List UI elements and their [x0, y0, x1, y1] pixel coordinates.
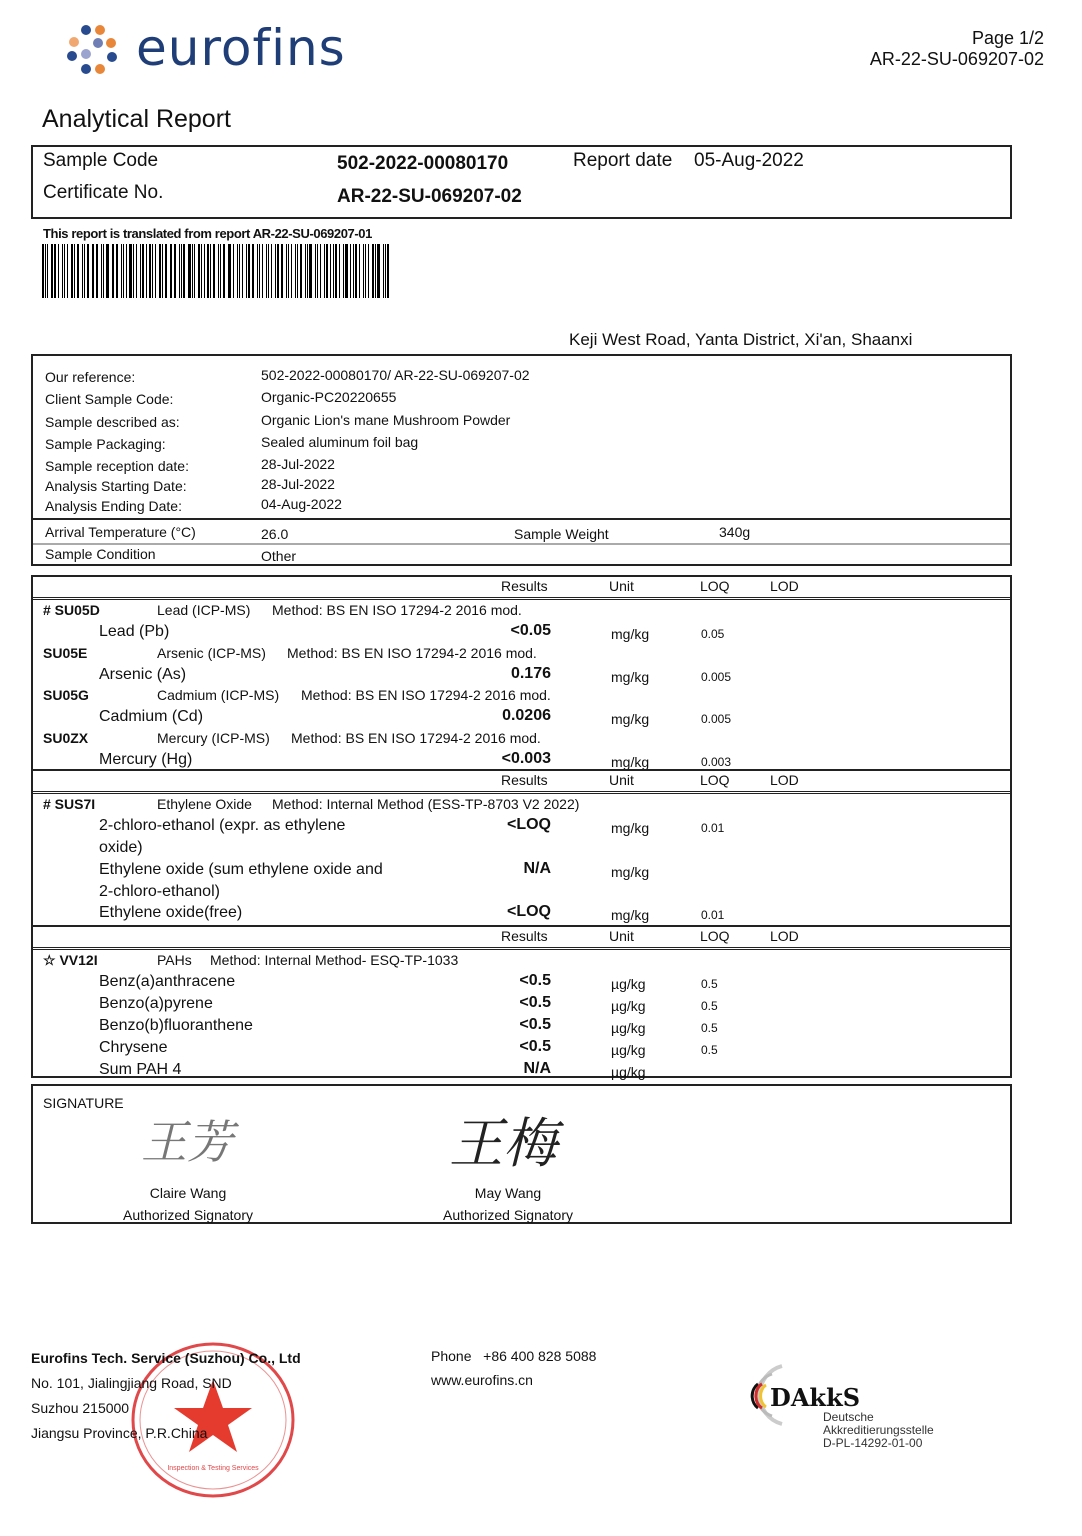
- barcode-bar: [213, 244, 215, 298]
- arrival-temp-label: Arrival Temperature (°C): [45, 524, 196, 540]
- info-label: Our reference:: [45, 369, 136, 385]
- barcode-bar: [218, 244, 219, 298]
- barcode-bar: [305, 244, 306, 298]
- analyte-loq: 0.005: [701, 712, 732, 726]
- analyte-name: Cadmium (Cd): [99, 708, 204, 725]
- barcode-bar: [355, 244, 357, 298]
- barcode-bar: [297, 244, 298, 298]
- column-header-results: Results: [501, 578, 548, 594]
- barcode-bar: [229, 244, 231, 298]
- analyte-unit: µg/kg: [611, 976, 646, 992]
- barcode-bar: [207, 244, 209, 298]
- analyte-name-cont: 2-chloro-ethanol): [99, 883, 220, 900]
- barcode-bar: [45, 244, 46, 298]
- barcode-bar: [377, 244, 379, 298]
- analyte-unit: mg/kg: [611, 626, 650, 642]
- stamp-text: Inspection & Testing Services: [167, 1465, 259, 1472]
- barcode-bar: [275, 244, 276, 298]
- barcode-bar: [77, 244, 79, 298]
- analyte-result: <0.5: [519, 972, 551, 989]
- info-value: 28-Jul-2022: [261, 456, 335, 472]
- info-value: 28-Jul-2022: [261, 476, 335, 492]
- info-value: Organic-PC20220655: [261, 389, 397, 405]
- analyte-unit: µg/kg: [611, 1064, 646, 1080]
- analyte-name-cont: oxide): [99, 839, 143, 856]
- accreditation-line: Akkreditierungsstelle: [823, 1423, 934, 1437]
- barcode-bar: [333, 244, 334, 298]
- signatory-name: Claire Wang: [149, 1185, 227, 1201]
- barcode-bar: [359, 244, 360, 298]
- address-line: Suzhou 215000: [31, 1400, 130, 1416]
- analyte-result: 0.0206: [502, 707, 551, 724]
- barcode-bar: [271, 244, 273, 298]
- analyte-unit: mg/kg: [611, 711, 650, 727]
- barcode-bar: [106, 244, 108, 298]
- info-label: Client Sample Code:: [45, 391, 174, 407]
- test-code: # SUS7I: [43, 796, 96, 812]
- analyte-name: Benz(a)anthracene: [99, 973, 236, 990]
- contact-block: [431, 1344, 596, 1392]
- barcode-bar: [179, 244, 180, 298]
- eurofins-logo-icon: [66, 24, 126, 80]
- analyte-result: N/A: [523, 860, 551, 877]
- results-box: [31, 575, 1012, 1078]
- info-label: Analysis Ending Date:: [45, 498, 182, 514]
- accreditation-number: D-PL-14292-01-00: [823, 1436, 923, 1450]
- barcode-bar: [268, 244, 269, 298]
- barcode-bar: [123, 244, 124, 298]
- phone-number: +86 400 828 5088: [483, 1348, 597, 1364]
- analyte-loq: 0.5: [701, 999, 718, 1013]
- summary-box: [31, 145, 1012, 219]
- sample-code-value: 502-2022-00080170: [337, 153, 509, 174]
- barcode-bar: [87, 244, 89, 298]
- analyte-name: Benzo(a)pyrene: [99, 995, 213, 1012]
- test-method: Method: Internal Method- ESQ-TP-1033: [210, 952, 459, 968]
- analyte-loq: 0.003: [701, 754, 732, 769]
- test-code: SU05E: [43, 644, 88, 661]
- sample-weight-label: Sample Weight: [514, 526, 609, 542]
- info-value: Sealed aluminum foil bag: [261, 434, 419, 450]
- test-code: # SU05D: [43, 602, 100, 618]
- barcode-bar: [171, 244, 172, 298]
- test-method: Method: BS EN ISO 17294-2 2016 mod.: [301, 687, 551, 703]
- analyte-name: Chrysene: [99, 1039, 168, 1056]
- analyte-name: Benzo(b)fluoranthene: [99, 1017, 253, 1034]
- report-number: AR-22-SU-069207-02: [869, 49, 1044, 69]
- analyte-result: <0.05: [510, 622, 551, 639]
- signature-may-wang: 王梅: [449, 1112, 557, 1175]
- analyte-loq: 0.5: [701, 1021, 718, 1035]
- analyte-name: Mercury (Hg): [99, 750, 193, 768]
- barcode-bar: [345, 244, 347, 298]
- barcode-bar: [339, 244, 341, 298]
- analyte-result: <LOQ: [506, 903, 551, 920]
- barcode-bar: [133, 244, 135, 298]
- barcode-bar: [335, 244, 337, 298]
- barcode-bar: [309, 244, 311, 298]
- barcode-bar: [113, 244, 114, 298]
- address-line: Jiangsu Province, P.R.China: [31, 1425, 208, 1441]
- info-value: 502-2022-00080170/ AR-22-SU-069207-02: [261, 367, 530, 383]
- dakks-logo: DAkkS: [770, 1383, 861, 1412]
- analyte-unit: µg/kg: [611, 1042, 646, 1058]
- barcode-bar: [112, 244, 113, 298]
- barcode-bar: [188, 244, 190, 298]
- barcode-bar: [237, 244, 238, 298]
- test-name: PAHs: [157, 952, 192, 968]
- test-name: Ethylene Oxide: [157, 796, 252, 812]
- info-label: Sample reception date:: [45, 458, 189, 474]
- company-name: Eurofins Tech. Service (Suzhou) Co., Ltd: [31, 1350, 301, 1366]
- info-label: Sample Packaging:: [45, 436, 166, 452]
- info-label: Analysis Starting Date:: [45, 478, 187, 494]
- translation-note: This report is translated from report AR-22-SU-069207-01: [43, 226, 372, 241]
- barcode-bar: [233, 244, 234, 298]
- barcode-bar: [228, 244, 229, 298]
- barcode-bar: [194, 244, 195, 298]
- sample-info-box: [31, 354, 1012, 566]
- barcode-bar: [204, 244, 205, 298]
- barcode-bar: [183, 244, 185, 298]
- barcode-bar: [257, 244, 258, 298]
- barcode-bar: [174, 244, 176, 298]
- barcode-bar: [300, 244, 302, 298]
- analyte-loq: 0.5: [701, 1043, 718, 1057]
- barcode-bar: [223, 244, 225, 298]
- barcode-bar: [353, 244, 354, 298]
- arrival-temp-value: 26.0: [261, 526, 289, 542]
- section-divider: [33, 925, 1010, 927]
- signature-heading: SIGNATURE: [43, 1095, 124, 1111]
- column-header-loq: LOQ: [700, 578, 730, 594]
- sample-weight-value: 340g: [719, 524, 751, 540]
- barcode-bar: [326, 244, 328, 298]
- report-date-label: Report date: [573, 150, 673, 171]
- accreditation-text: [823, 1411, 934, 1450]
- barcode-bar: [210, 244, 211, 298]
- column-header-results: Results: [501, 772, 548, 788]
- analyte-loq: 0.01: [701, 908, 725, 922]
- signatory-role: Authorized Signatory: [443, 1207, 573, 1223]
- barcode-bar: [320, 244, 321, 298]
- barcode-bar: [385, 244, 386, 298]
- barcode-bar: [121, 244, 122, 298]
- test-name: Lead (ICP-MS): [157, 602, 251, 618]
- barcode-bar: [220, 244, 221, 298]
- barcode-bar: [262, 244, 264, 298]
- analyte-result: 0.176: [510, 664, 551, 682]
- barcode-bar: [252, 244, 254, 298]
- barcode-bar: [71, 244, 73, 298]
- test-name: Cadmium (ICP-MS): [157, 687, 280, 703]
- page-header: [870, 28, 1044, 70]
- sample-condition-label: Sample Condition: [45, 546, 156, 562]
- test-code: SU05G: [43, 687, 89, 703]
- column-header-unit: Unit: [609, 578, 634, 594]
- barcode-bar: [307, 244, 308, 298]
- barcode-bar: [58, 244, 59, 298]
- analyte-unit: µg/kg: [611, 1020, 646, 1036]
- barcode-bar: [239, 244, 241, 298]
- test-method: Method: BS EN ISO 17294-2 2016 mod.: [291, 729, 541, 746]
- analyte-result: <0.5: [519, 994, 551, 1011]
- test-method: Method: Internal Method (ESS-TP-8703 V2 2022): [272, 796, 580, 812]
- barcode-bar: [368, 244, 369, 298]
- section-divider: [33, 597, 1010, 600]
- analyte-name: Arsenic (As): [99, 665, 187, 683]
- barcode-bar: [365, 244, 366, 298]
- eurofins-wordmark: eurofins: [136, 19, 346, 77]
- barcode-bar: [142, 244, 144, 298]
- sample-code-label: Sample Code: [43, 150, 159, 171]
- analyte-loq: 0.5: [701, 977, 718, 991]
- barcode-bar: [259, 244, 260, 298]
- company-address-block: [31, 1346, 301, 1446]
- barcode-bar: [116, 244, 118, 298]
- info-value: 04-Aug-2022: [261, 496, 342, 512]
- analyte-name: Lead (Pb): [99, 623, 170, 640]
- barcode-bar: [266, 244, 267, 298]
- info-label: Sample described as:: [45, 414, 180, 430]
- barcode-bar: [363, 244, 365, 298]
- barcode-bar: [92, 244, 93, 298]
- signatory-2: [423, 1182, 593, 1226]
- section-divider: [33, 769, 1010, 771]
- barcode-bar: [343, 244, 344, 298]
- barcode-bar: [181, 244, 182, 298]
- section-divider: [33, 791, 1010, 794]
- barcode-bar: [155, 244, 156, 298]
- barcode-bar: [136, 244, 137, 298]
- barcode-bar: [159, 244, 161, 298]
- barcode-bar: [165, 244, 167, 298]
- test-method: Method: BS EN ISO 17294-2 2016 mod.: [287, 644, 537, 661]
- column-header-results: Results: [501, 928, 548, 944]
- column-header-unit: Unit: [609, 928, 634, 944]
- barcode-bar: [315, 244, 316, 298]
- test-name: Mercury (ICP-MS): [157, 729, 270, 746]
- barcode-bar: [82, 244, 83, 298]
- test-code: ☆ VV12I: [43, 952, 98, 968]
- test-name: Arsenic (ICP-MS): [157, 644, 266, 661]
- test-method: Method: BS EN ISO 17294-2 2016 mod.: [272, 602, 522, 618]
- barcode-bar: [103, 244, 104, 298]
- analyte-result: <0.5: [519, 1016, 551, 1033]
- barcode-bar: [291, 244, 292, 298]
- barcode-bar: [350, 244, 351, 298]
- barcode-bar: [286, 244, 287, 298]
- analyte-name: 2-chloro-ethanol (expr. as ethylene: [99, 817, 346, 834]
- barcode-bar: [375, 244, 376, 298]
- analyte-loq: 0.05: [701, 627, 725, 641]
- barcode-bar: [54, 244, 56, 298]
- barcode-bar: [152, 244, 153, 298]
- test-code: SU0ZX: [43, 729, 89, 746]
- barcode-bar: [198, 244, 200, 298]
- barcode-bar: [162, 244, 163, 298]
- barcode-bar: [246, 244, 247, 298]
- barcode-bar: [387, 244, 389, 298]
- signatory-1: [103, 1182, 273, 1226]
- analyte-result: N/A: [523, 1060, 551, 1077]
- barcode-bar: [330, 244, 331, 298]
- analyte-unit: mg/kg: [611, 753, 650, 770]
- analyte-loq: 0.01: [701, 821, 725, 835]
- barcode-bar: [242, 244, 243, 298]
- barcode-bar: [93, 244, 94, 298]
- sample-condition-value: Other: [261, 548, 297, 564]
- section-divider: [33, 947, 1010, 950]
- barcode-bar: [84, 244, 85, 298]
- barcode-bar: [201, 244, 202, 298]
- barcode-bar: [101, 244, 103, 298]
- signature-box: [31, 1084, 1012, 1224]
- barcode-bar: [170, 244, 171, 298]
- barcode-bar: [146, 244, 147, 298]
- analyte-loq: 0.005: [701, 669, 732, 684]
- barcode-bar: [74, 244, 75, 298]
- barcode-bar: [47, 244, 48, 298]
- column-header-loq: LOQ: [700, 928, 730, 944]
- column-header-loq: LOQ: [700, 772, 730, 788]
- barcode-bar: [281, 244, 283, 298]
- analyte-result: <0.5: [519, 1038, 551, 1055]
- client-address: Keji West Road, Yanta District, Xi'an, Shaanxi: [569, 330, 913, 349]
- website-link[interactable]: www.eurofins.cn: [431, 1372, 533, 1388]
- analyte-unit: µg/kg: [611, 998, 646, 1014]
- page-title: Analytical Report: [42, 105, 231, 133]
- report-date-value: 05-Aug-2022: [694, 150, 804, 171]
- barcode-bar: [64, 244, 65, 298]
- barcode-bar: [149, 244, 151, 298]
- phone-label: Phone: [431, 1348, 472, 1364]
- certificate-label: Certificate No.: [43, 182, 164, 203]
- analyte-result: <LOQ: [506, 816, 551, 833]
- analyte-unit: mg/kg: [611, 864, 650, 880]
- barcode-bar: [42, 244, 44, 298]
- analyte-unit: mg/kg: [611, 820, 650, 836]
- barcode-bar: [67, 244, 69, 298]
- barcode-bar: [140, 244, 141, 298]
- address-line: No. 101, Jialingjiang Road, SND: [31, 1375, 232, 1391]
- signature-claire-wang: 王芳: [141, 1115, 233, 1169]
- barcode-bar: [288, 244, 289, 298]
- barcode: [42, 244, 392, 298]
- analyte-result: <0.003: [501, 749, 551, 767]
- analyte-unit: mg/kg: [611, 907, 650, 923]
- page-number: Page 1/2: [971, 28, 1044, 48]
- accreditation-line: Deutsche: [823, 1410, 874, 1424]
- barcode-bar: [96, 244, 98, 298]
- barcode-bar: [372, 244, 374, 298]
- analyte-name: Sum PAH 4: [99, 1061, 182, 1078]
- signatory-name: May Wang: [474, 1185, 542, 1201]
- analyte-name: Ethylene oxide (sum ethylene oxide and: [99, 861, 383, 878]
- barcode-bar: [192, 244, 193, 298]
- barcode-bar: [248, 244, 250, 298]
- column-header-lod: LOD: [770, 772, 799, 788]
- barcode-bar: [324, 244, 325, 298]
- barcode-bar: [62, 244, 63, 298]
- analyte-unit: mg/kg: [611, 668, 650, 685]
- column-header-lod: LOD: [770, 928, 799, 944]
- certificate-value: AR-22-SU-069207-02: [337, 186, 522, 207]
- barcode-bar: [317, 244, 319, 298]
- column-header-lod: LOD: [770, 578, 799, 594]
- barcode-bar: [126, 244, 127, 298]
- signatory-role: Authorized Signatory: [123, 1207, 253, 1223]
- analyte-name: Ethylene oxide(free): [99, 904, 243, 921]
- info-value: Organic Lion's mane Mushroom Powder: [261, 412, 511, 428]
- barcode-bar: [51, 244, 53, 298]
- barcode-bar: [295, 244, 297, 298]
- barcode-bar: [383, 244, 384, 298]
- barcode-bar: [129, 244, 131, 298]
- column-header-unit: Unit: [609, 772, 634, 788]
- barcode-bar: [277, 244, 279, 298]
